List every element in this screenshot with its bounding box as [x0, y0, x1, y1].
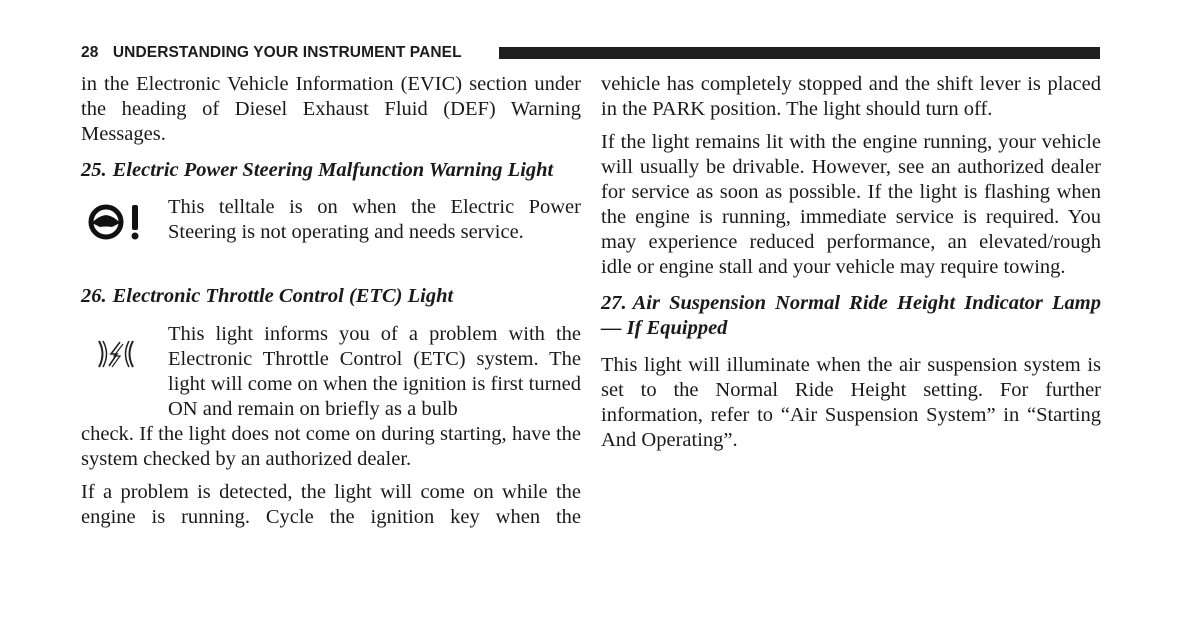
section-title: Air Suspension Normal Ride Height Indicator Lamp — If Equipped — [601, 292, 1101, 339]
section-25-text: This telltale is on when the Electric Power Steering is not operating and needs service. — [168, 196, 581, 243]
section-27-text: This light will illuminate when the air suspension system is set to the Normal Ride Height setting. For further information, refer to “Air Suspension System” in “Starting And Operating”. — [601, 354, 1101, 451]
section-27-heading — [601, 291, 1101, 341]
section-26-body — [81, 322, 581, 472]
right-column — [601, 72, 1101, 453]
header-rule-bar — [499, 47, 1100, 59]
left-column — [81, 72, 581, 530]
intro-paragraph: in the Electronic Vehicle Information (EVIC) section under the heading of Diesel Exhaust Fluid (DEF) Warning Messages. — [81, 73, 581, 145]
steering-wheel-warning-icon — [81, 191, 151, 251]
section-25-heading — [81, 158, 581, 183]
running-header — [81, 43, 462, 63]
right-paragraph-2: If the light remains lit with the engine running, your vehicle will usually be drivable. However, see an authorized dealer for service as soon as possible. If the light is flashing when the engine is running, immediate service is required. You may experience reduced performance, an elevated/rough idle or engine stall and your vehicle may require towing. — [601, 131, 1101, 278]
section-title: Electronic Throttle Control (ETC) Light — [112, 285, 454, 307]
electronic-throttle-control-icon — [81, 324, 151, 384]
section-26-heading — [81, 284, 581, 309]
page-number: 28 — [81, 44, 99, 61]
section-number: 25. — [81, 159, 107, 181]
section-title: Electric Power Steering Malfunction Warning Light — [112, 159, 554, 181]
section-26-text-indented: This light informs you of a problem with the Electronic Throttle Control (ETC) system. The light will come on when the ignition is first turned ON and remain on briefly as a bulb — [168, 323, 581, 420]
continued-paragraph: vehicle has completely stopped and the shift lever is placed in the PARK position. The light should turn off. — [601, 73, 1101, 120]
section-26-paragraph-2: If a problem is detected, the light will come on while the engine is running. Cycle the ignition key when the — [81, 481, 581, 528]
section-25-body — [81, 195, 581, 270]
section-26-text-continued: check. If the light does not come on during starting, have the system checked by an authorized dealer. — [81, 423, 581, 470]
section-title: UNDERSTANDING YOUR INSTRUMENT PANEL — [112, 44, 462, 61]
section-number: 26. — [81, 285, 107, 307]
section-number: 27. — [601, 292, 627, 314]
